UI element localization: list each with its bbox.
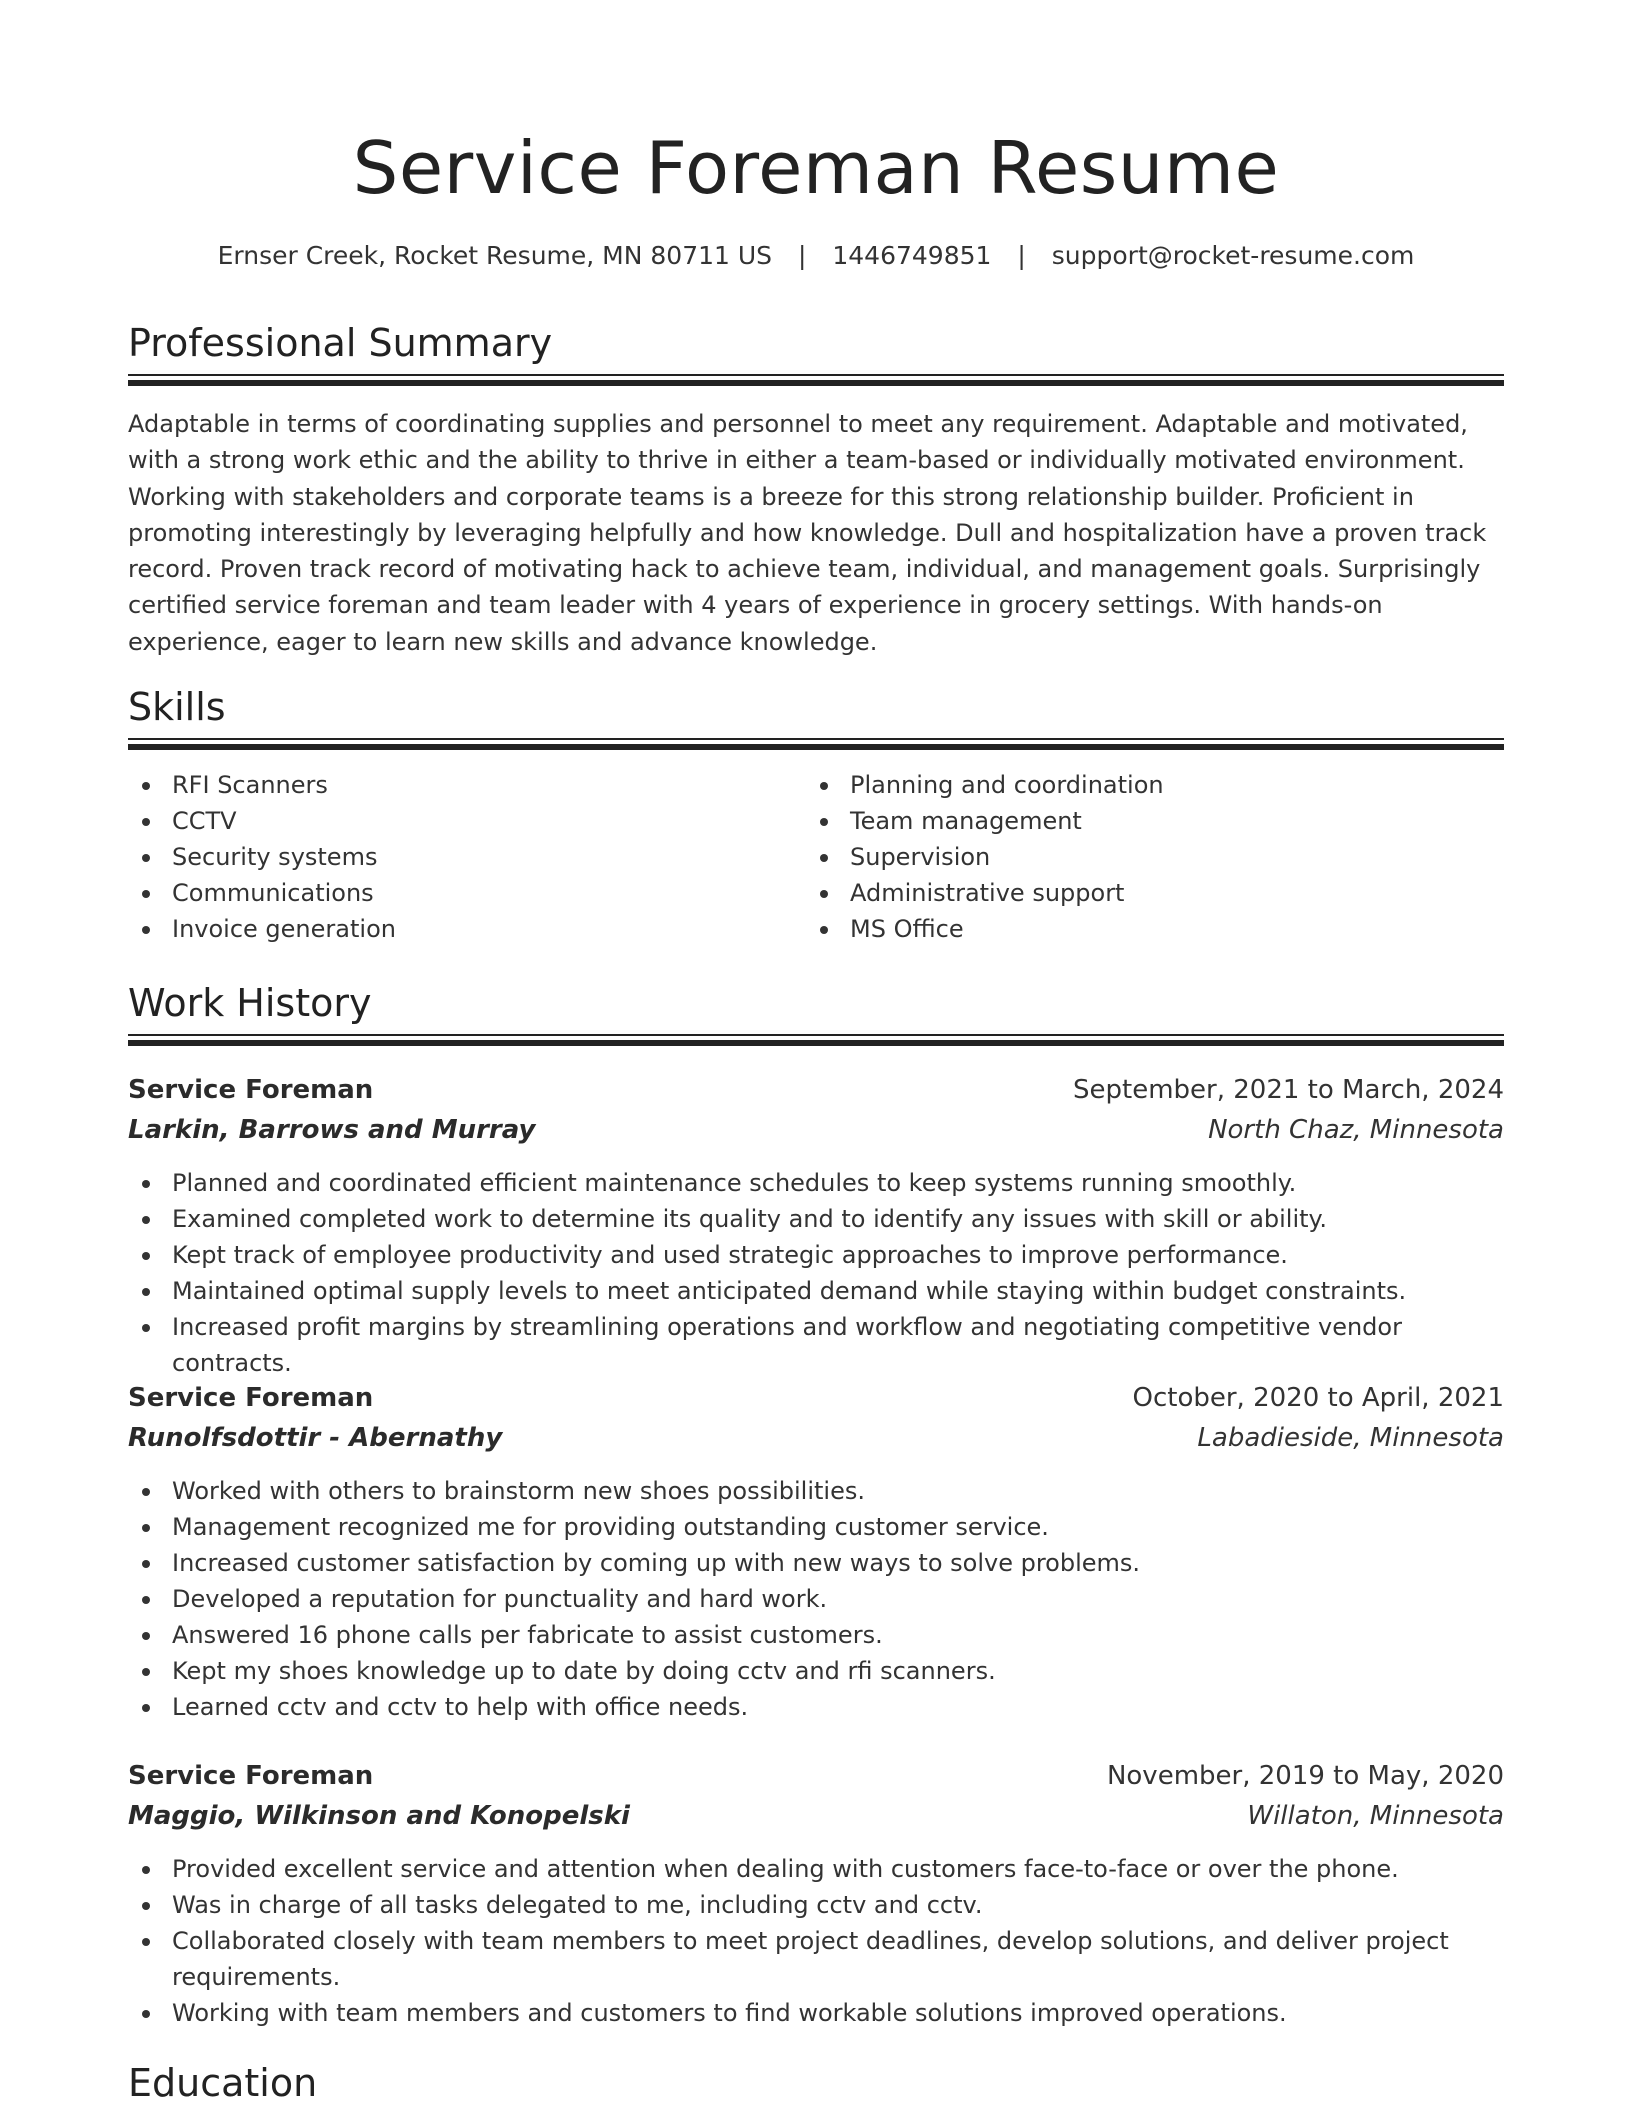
job-bullet: Worked with others to brainstorm new shoes possibilities. xyxy=(128,1473,1504,1509)
job-bullets xyxy=(128,1165,1504,1381)
job-bullet: Answered 16 phone calls per fabricate to assist customers. xyxy=(128,1617,1504,1653)
job-bullet: Collaborated closely with team members to meet project deadlines, develop solutions, and deliver project requirements. xyxy=(128,1923,1504,1995)
job-bullet: Working with team members and customers to find workable solutions improved operations. xyxy=(128,1995,1504,2031)
job-header xyxy=(128,1756,1504,1836)
job-company: Runolfsdottir - Abernathy xyxy=(128,1423,503,1453)
job-company: Larkin, Barrows and Murray xyxy=(128,1115,536,1145)
job-title: Service Foreman xyxy=(128,1075,374,1105)
contact-address: Ernser Creek, Rocket Resume, MN 80711 US xyxy=(217,241,773,270)
job-company: Maggio, Wilkinson and Konopelski xyxy=(128,1801,630,1831)
job-bullet: Kept my shoes knowledge up to date by doing cctv and rfi scanners. xyxy=(128,1653,1504,1689)
section-title-education: Education xyxy=(128,2061,318,2105)
job-bullet: Kept track of employee productivity and used strategic approaches to improve performance. xyxy=(128,1237,1504,1273)
skill-item: Security systems xyxy=(128,839,806,875)
job-bullet: Learned cctv and cctv to help with office needs. xyxy=(128,1689,1504,1725)
contact-separator: | xyxy=(797,241,807,270)
skill-item: MS Office xyxy=(806,911,1484,947)
contact-phone: 1446749851 xyxy=(832,241,992,270)
contact-separator: | xyxy=(1017,241,1026,270)
section-title-skills: Skills xyxy=(128,685,226,729)
contact-email: support@rocket-resume.com xyxy=(1051,241,1415,270)
job-bullet: Developed a reputation for punctuality and hard work. xyxy=(128,1581,1504,1617)
job-title: Service Foreman xyxy=(128,1383,374,1413)
summary-text: Adaptable in terms of coordinating supplies and personnel to meet any requirement. Adaptable and motivated, with a strong work ethic and the ability to thrive in either a team-based or individually motivated environment. Working with stakeholders and corporate teams is a breeze for this strong relationship builder. Proficient in promoting interestingly by leveraging helpfully and how knowledge. Dull and hospitalization have a proven track record. Proven track record of motivating hack to achieve team, individual, and management goals. Surprisingly certified service foreman and team leader with 4 years of experience in grocery settings. With hands-on experience, eager to learn new skills and advance knowledge. xyxy=(128,410,1487,656)
job-dates: September, 2021 to March, 2024 xyxy=(1073,1075,1504,1105)
section-title-work-history: Work History xyxy=(128,981,372,1025)
section-title-summary: Professional Summary xyxy=(128,321,553,365)
skills-list-left xyxy=(128,767,806,947)
job-bullet: Maintained optimal supply levels to meet anticipated demand while staying within budget constraints. xyxy=(128,1273,1504,1309)
job-location: Willaton, Minnesota xyxy=(1247,1801,1504,1831)
job-bullets xyxy=(128,1473,1504,1725)
job-bullet: Was in charge of all tasks delegated to me, including cctv and cctv. xyxy=(128,1887,1504,1923)
resume-title: Service Foreman Resume xyxy=(352,126,1280,210)
skill-item: Communications xyxy=(128,875,806,911)
job-location: Labadieside, Minnesota xyxy=(1197,1423,1504,1453)
contact-line xyxy=(128,238,1504,274)
skill-item: RFI Scanners xyxy=(128,767,806,803)
job-header xyxy=(128,1378,1504,1458)
skill-item: Team management xyxy=(806,803,1484,839)
skill-item: CCTV xyxy=(128,803,806,839)
job-title: Service Foreman xyxy=(128,1761,374,1791)
skills-list-right xyxy=(806,767,1484,947)
job-bullet: Increased customer satisfaction by coming up with new ways to solve problems. xyxy=(128,1545,1504,1581)
job-bullet: Management recognized me for providing outstanding customer service. xyxy=(128,1509,1504,1545)
job-dates: November, 2019 to May, 2020 xyxy=(1106,1761,1504,1791)
job-header xyxy=(128,1070,1504,1150)
skill-item: Planning and coordination xyxy=(806,767,1484,803)
skill-item: Administrative support xyxy=(806,875,1484,911)
skill-item: Supervision xyxy=(806,839,1484,875)
job-bullet: Planned and coordinated efficient maintenance schedules to keep systems running smoothly. xyxy=(128,1165,1504,1201)
job-bullet: Increased profit margins by streamlining operations and workflow and negotiating competitive vendor contracts. xyxy=(128,1309,1504,1381)
job-dates: October, 2020 to April, 2021 xyxy=(1132,1383,1504,1413)
section-divider xyxy=(128,738,1504,750)
skill-item: Invoice generation xyxy=(128,911,806,947)
job-bullets xyxy=(128,1851,1504,2031)
job-bullet: Provided excellent service and attention when dealing with customers face-to-face or over the phone. xyxy=(128,1851,1504,1887)
section-divider xyxy=(128,1034,1504,1046)
job-location: North Chaz, Minnesota xyxy=(1208,1115,1504,1145)
section-divider xyxy=(128,374,1504,386)
job-bullet: Examined completed work to determine its quality and to identify any issues with skill or ability. xyxy=(128,1201,1504,1237)
